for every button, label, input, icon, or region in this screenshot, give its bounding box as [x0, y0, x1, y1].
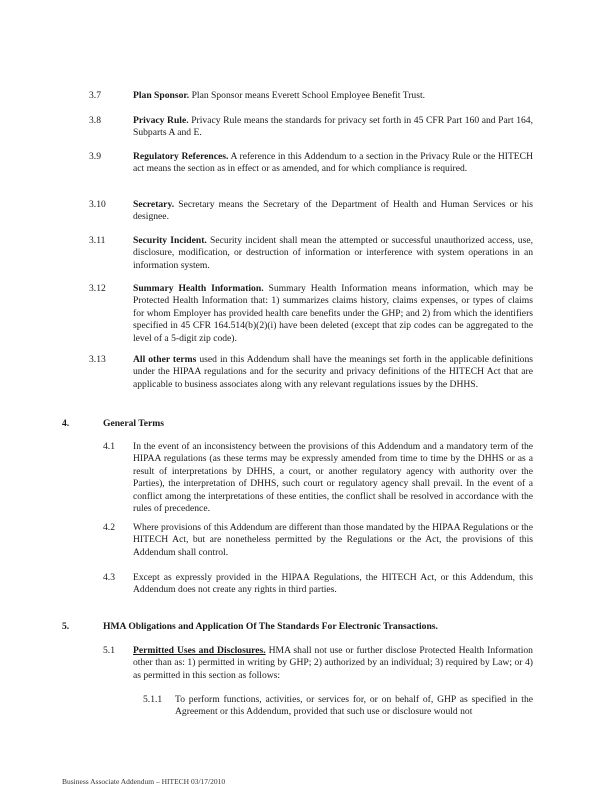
section-heading: Regulatory References. — [133, 151, 229, 162]
section-heading: Secretary. — [133, 199, 175, 210]
section-number: 3.12 — [89, 283, 106, 294]
section-number: 3.10 — [89, 199, 106, 210]
section-3-9 — [133, 151, 533, 176]
section-heading: Summary Health Information. — [133, 283, 264, 294]
section-number: 3.9 — [89, 151, 101, 162]
section-5-title: HMA Obligations and Application Of The Standards For Electronic Transactions. — [103, 621, 438, 632]
section-3-7 — [133, 90, 533, 102]
section-3-10 — [133, 199, 533, 224]
item-4-3: Except as expressly provided in the HIPAA Regulations, the HITECH Act, or this Addendum, this Addendum does not create any rights in third parties. — [133, 572, 533, 596]
section-3-11 — [133, 235, 533, 272]
item-5-1 — [133, 645, 533, 682]
section-3-8 — [133, 115, 533, 140]
section-number: 3.11 — [89, 235, 106, 246]
item-4-1: In the event of an inconsistency between the provisions of this Addendum and a mandatory term of the HIPAA regulations (as these terms may be expressly amended from time to time by the DHHS or as a result of interpretations by DHHS, a court, or another regulatory agency with authority over the Parties), the interpretation of DHHS, such court or regulatory agency shall prevail. In the event of a conflict among the interpretations of these entities, the conflict shall be resolved in accordance with the rules of precedence. — [133, 441, 533, 515]
item-number: 4.3 — [103, 572, 115, 583]
section-body: Privacy Rule means the standards for privacy set forth in 45 CFR Part 160 and Part 164, Subparts A and E. — [133, 115, 533, 139]
section-body: Secretary means the Secretary of the Department of Health and Human Services or his designee. — [133, 199, 533, 223]
section-3-12 — [133, 283, 533, 345]
section-heading: Security Incident. — [133, 235, 207, 246]
section-heading: All other terms — [133, 354, 197, 365]
item-4-2: Where provisions of this Addendum are different than those mandated by the HIPAA Regulations or the HITECH Act, but are nonetheless permitted by the Regulations or the Act, the provisions of this Addendum shall control. — [133, 522, 533, 558]
section-number: 3.7 — [89, 90, 101, 101]
section-4-title: General Terms — [103, 418, 165, 429]
section-heading: Privacy Rule. — [133, 115, 189, 126]
section-5-number: 5. — [62, 621, 70, 632]
section-body: Plan Sponsor means Everett School Employee Benefit Trust. — [191, 90, 426, 101]
section-heading: Plan Sponsor. — [133, 90, 190, 101]
section-3-13 — [133, 354, 533, 391]
section-body: Summary Health Information means information, which may be Protected Health Information that: 1) summarizes claims history, claims expenses, or types of claims for whom Employer has provided health care benefits under the GHP; and 2) from which the identifiers specified in 45 CFR 164.514(b)(2)(i) have been deleted (except that zip codes can be aggregated to the level of a 5-digit zip code). — [133, 283, 533, 344]
section-number: 3.13 — [89, 354, 106, 365]
item-number: 5.1 — [103, 645, 115, 656]
item-number: 4.1 — [103, 441, 115, 452]
item-heading: Permitted Uses and Disclosures. — [133, 645, 266, 656]
item-number: 5.1.1 — [143, 694, 163, 705]
section-4-number: 4. — [62, 418, 70, 429]
section-number: 3.8 — [89, 115, 101, 126]
item-number: 4.2 — [103, 522, 115, 533]
item-body: HMA shall not use or further disclose Protected Health Information other than as: 1) permitted in writing by GHP; 2) authorized by an individual; 3) required by Law; or 4) as permitted in this section as follows: — [133, 645, 533, 681]
section-body: A reference in this Addendum to a section in the Privacy Rule or the HITECH act means the section as in effect or as amended, and for which compliance is required. — [133, 151, 533, 175]
item-5-1-1: To perform functions, activities, or services for, or on behalf of, GHP as specified in the Agreement or this Addendum, provided that such use or disclosure would not — [175, 694, 533, 718]
page-footer: Business Associate Addendum – HITECH 03/17/2010 — [62, 777, 226, 786]
section-body: used in this Addendum shall have the meanings set forth in the applicable definitions under the HIPAA regulations and for the security and privacy definitions of the HITECH Act that are applicable to business associates along with any relevant regulations issues by the DHHS. — [133, 354, 533, 390]
section-body: Security incident shall mean the attempted or successful unauthorized access, use, disclosure, modification, or destruction of information or interference with system operations in an information system. — [133, 235, 533, 271]
